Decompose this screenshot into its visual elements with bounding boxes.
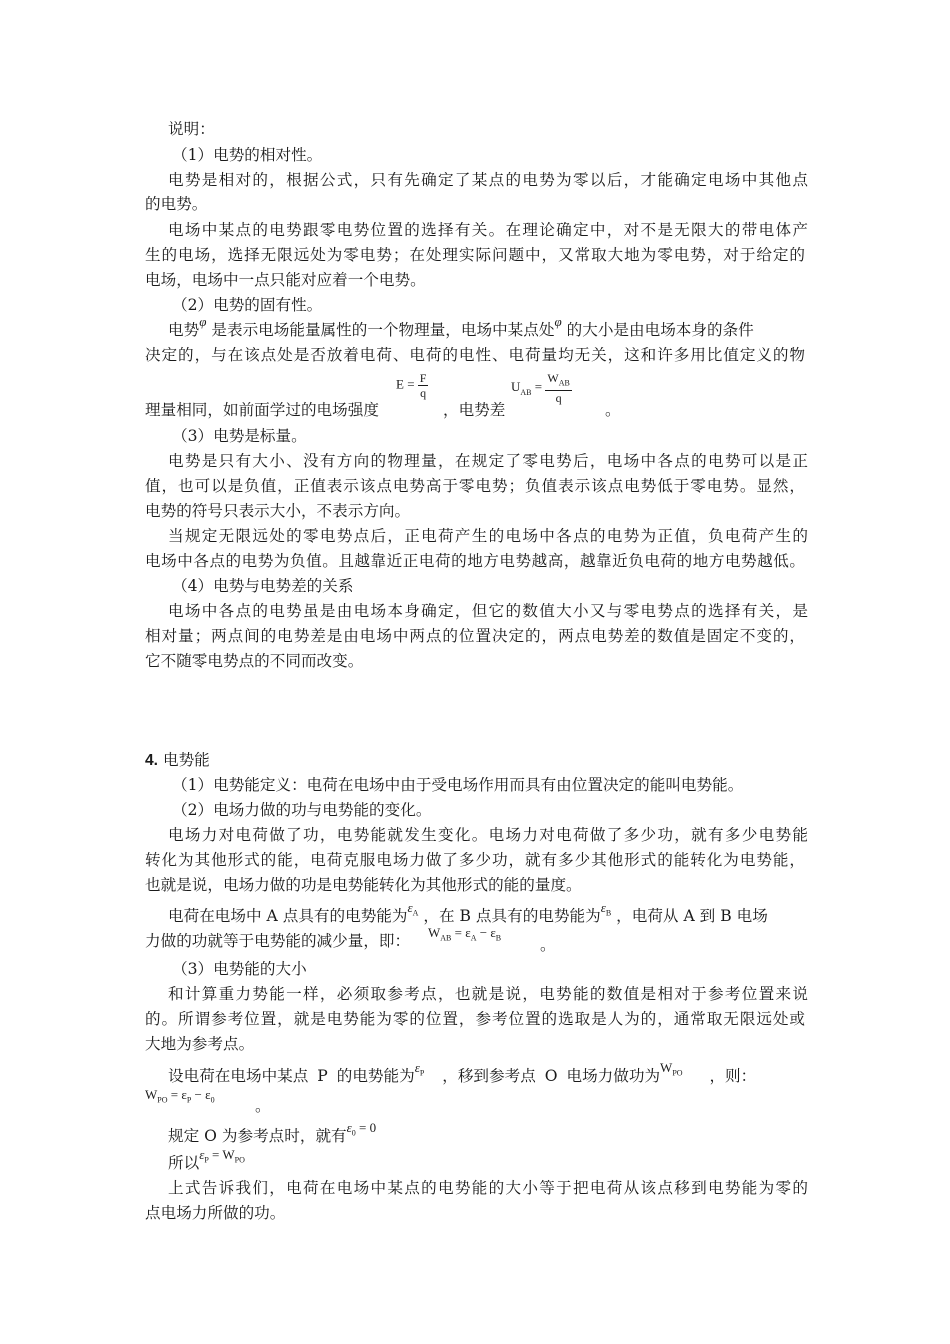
paragraph-line: 的电势。 — [145, 195, 208, 213]
intro-label: 说明： — [168, 120, 215, 138]
text-fragment: 。 — [255, 1097, 271, 1115]
fraction-numerator — [545, 371, 571, 391]
paragraph-line: 相对量；两点间的电势差是由电场中两点的位置决定的，两点电势差的数值是固定不变的， — [145, 627, 805, 645]
section-title: 电势能 — [162, 751, 210, 769]
paragraph-line — [145, 398, 379, 422]
numerator-symbol: W — [547, 371, 559, 385]
paragraph-line: 电势是相对的，根据公式，只有先确定了某点的电势为零以后，才能确定电场中其他点 — [168, 171, 808, 189]
work-subscript: PO — [672, 1068, 683, 1078]
epsilon-glyph: ε — [199, 1147, 205, 1162]
fraction-numerator: F — [419, 371, 427, 385]
paragraph-line: 生的电场，选择无限远处为零电势；在处理实际问题中，又常取大地为零电势，对于给定的 — [145, 246, 805, 264]
paragraph-line: 转化为其他形式的能，电荷克服电场力做了多少功，就有多少其他形式的能转化为电势能， — [145, 851, 805, 869]
formula-text: − ε — [194, 1087, 211, 1102]
epsilon-subscript: 0 — [351, 1128, 356, 1138]
formula-symbol: W — [145, 1087, 158, 1102]
formula-subscript: AB — [440, 933, 452, 943]
epsilon-subscript: P — [204, 1155, 209, 1165]
paragraph-line: 电势的符号只表示大小，不表示方向。 — [145, 502, 411, 520]
subheading: （3）电势能的大小 — [172, 960, 307, 978]
paragraph-line: 值，也可以是负值，正值表示该点电势高于零电势；负值表示该点电势低于零电势。显然， — [145, 477, 805, 495]
text-fragment: 理量相同，如前面学过的电场强度 — [145, 401, 379, 419]
paragraph-line-with-eps — [168, 1060, 757, 1095]
formula-lhs: U — [511, 379, 521, 395]
paragraph-line: 大地为参考点。 — [145, 1035, 255, 1053]
epsilon-b-symbol — [600, 900, 612, 918]
epsilon-glyph: ε — [600, 900, 606, 915]
epsilon-subscript: P — [419, 1068, 425, 1078]
epsilon-subscript: A — [412, 908, 419, 918]
paragraph-line: 电场中某点的电势跟零电势位置的选择有关。在理论确定中，对不是无限大的带电体产 — [168, 221, 808, 239]
text-fragment: 电势 — [168, 321, 200, 339]
paragraph-line: 和计算重力势能一样，必须取参考点，也就是说，电势能的数值是相对于参考位置来说 — [168, 985, 808, 1003]
work-po-symbol — [660, 1060, 683, 1078]
formula-subscript: AB — [520, 387, 532, 397]
paragraph-line: 点电场力所做的功。 — [145, 1204, 286, 1222]
paragraph-line: 力做的功就等于电势能的减少量，即： — [145, 932, 411, 950]
phi-symbol: φ — [199, 314, 207, 329]
text-fragment: 。 — [540, 936, 556, 954]
heading-intrinsic: （2）电势的固有性。 — [172, 296, 323, 314]
formula-text: = ε — [454, 925, 471, 940]
heading-scalar: （3）电势是标量。 — [172, 427, 307, 445]
text-fragment: 规定 O 为参考点时，就有 — [168, 1127, 347, 1145]
paragraph-line: 电场力对电荷做了功，电势能就发生变化。电场力对电荷做了多少功，就有多少电势能 — [168, 826, 808, 844]
text-fragment: ，电势差 — [443, 401, 506, 419]
text-fragment: ，在 B 点具有的电势能为 — [423, 907, 601, 925]
formula-lhs: E = — [396, 376, 415, 392]
epsilon-zero-formula — [346, 1120, 377, 1138]
text-fragment: 的大小是由电场本身的条件 — [566, 321, 754, 339]
text-fragment: 所以 — [168, 1154, 200, 1172]
formula-subscript: P — [186, 1095, 192, 1105]
text-fragment: 。 — [605, 401, 621, 419]
fraction-denominator: q — [420, 386, 427, 400]
text-fragment: 电荷在电场中 A 点具有的电势能为 — [168, 907, 408, 925]
subheading: （2）电场力做的功与电势能的变化。 — [172, 801, 432, 819]
formula-subscript: B — [495, 933, 502, 943]
text-fragment: ，移到参考点 O 电场力做功为 — [442, 1067, 661, 1085]
formula-text: = ε — [170, 1087, 187, 1102]
formula-symbol: W — [428, 925, 441, 940]
definition-line: （1）电势能定义：电荷在电场中由于受电场作用而具有由位置决定的能叫电势能。 — [172, 776, 744, 794]
formula-subscript: A — [470, 933, 477, 943]
formula-work-po — [145, 1087, 215, 1105]
fraction-denominator: q — [555, 391, 562, 406]
fraction — [418, 371, 429, 400]
formula-potential-difference — [511, 371, 572, 405]
work-glyph: W — [660, 1060, 673, 1075]
heading-relation: （4）电势与电势差的关系 — [172, 577, 354, 595]
work-subscript: PO — [234, 1155, 245, 1165]
formula-text: = W — [212, 1147, 235, 1162]
numerator-subscript: AB — [558, 378, 570, 388]
formula-subscript: PO — [157, 1095, 168, 1105]
epsilon-a-symbol — [407, 900, 419, 918]
formula-subscript: 0 — [210, 1095, 215, 1105]
paragraph-line: 电场中各点的电势为负值。且越靠近正电荷的地方电势越高，越靠近负电荷的地方电势越低。 — [145, 552, 805, 570]
text-fragment: ，电荷从 A 到 B 电场 — [616, 907, 768, 925]
formula-equals: = — [534, 379, 543, 395]
epsilon-subscript: B — [605, 908, 612, 918]
epsilon-glyph: ε — [346, 1120, 352, 1135]
section-number: 4. — [145, 752, 159, 769]
paragraph-line: 的。所谓参考位置，就是电势能为零的位置，参考位置的选取是人为的，通常取无限远处或 — [145, 1010, 805, 1028]
text-fragment: ，则： — [709, 1067, 757, 1085]
paragraph-line-with-phi — [168, 314, 754, 343]
formula-field-strength — [396, 371, 428, 400]
fraction — [545, 371, 571, 405]
formula-text: = 0 — [359, 1120, 377, 1135]
section-heading — [145, 748, 210, 773]
formula-work-energy — [428, 925, 501, 943]
phi-symbol: φ — [554, 314, 562, 329]
paragraph-line: 电势是只有大小、没有方向的物理量，在规定了零电势后，电场中各点的电势可以是正 — [168, 452, 808, 470]
formula-text: − ε — [479, 925, 496, 940]
paragraph-line: 当规定无限远处的零电势点后，正电荷产生的电场中各点的电势为正值，负电荷产生的 — [168, 527, 808, 545]
text-fragment: 是表示电场能量属性的一个物理量，电场中某点处 — [211, 321, 555, 339]
paragraph-line: 电场中各点的电势虽是由电场本身确定，但它的数值大小又与零电势点的选择有关，是 — [168, 602, 808, 620]
paragraph-line: 电场，电场中一点只能对应着一个电势。 — [145, 271, 426, 289]
heading-relativity: （1）电势的相对性。 — [172, 146, 323, 164]
epsilon-glyph: ε — [407, 900, 413, 915]
text-fragment: 设电荷在电场中某点 P 的电势能为 — [168, 1067, 415, 1085]
epsilon-glyph: ε — [414, 1060, 420, 1075]
paragraph-line: 上式告诉我们，电荷在电场中某点的电势能的大小等于把电荷从该点移到电势能为零的 — [168, 1179, 808, 1197]
epsilon-p-symbol — [414, 1060, 425, 1078]
epsilon-p-equals-work — [199, 1147, 245, 1165]
paragraph-line: 也就是说，电场力做的功是电势能转化为其他形式的能的量度。 — [145, 876, 582, 894]
paragraph-line: 它不随零电势点的不同而改变。 — [145, 652, 364, 670]
paragraph-line: 决定的，与在该点处是否放着电荷、电荷的电性、电荷量均无关，这和许多用比值定义的物 — [145, 346, 805, 364]
